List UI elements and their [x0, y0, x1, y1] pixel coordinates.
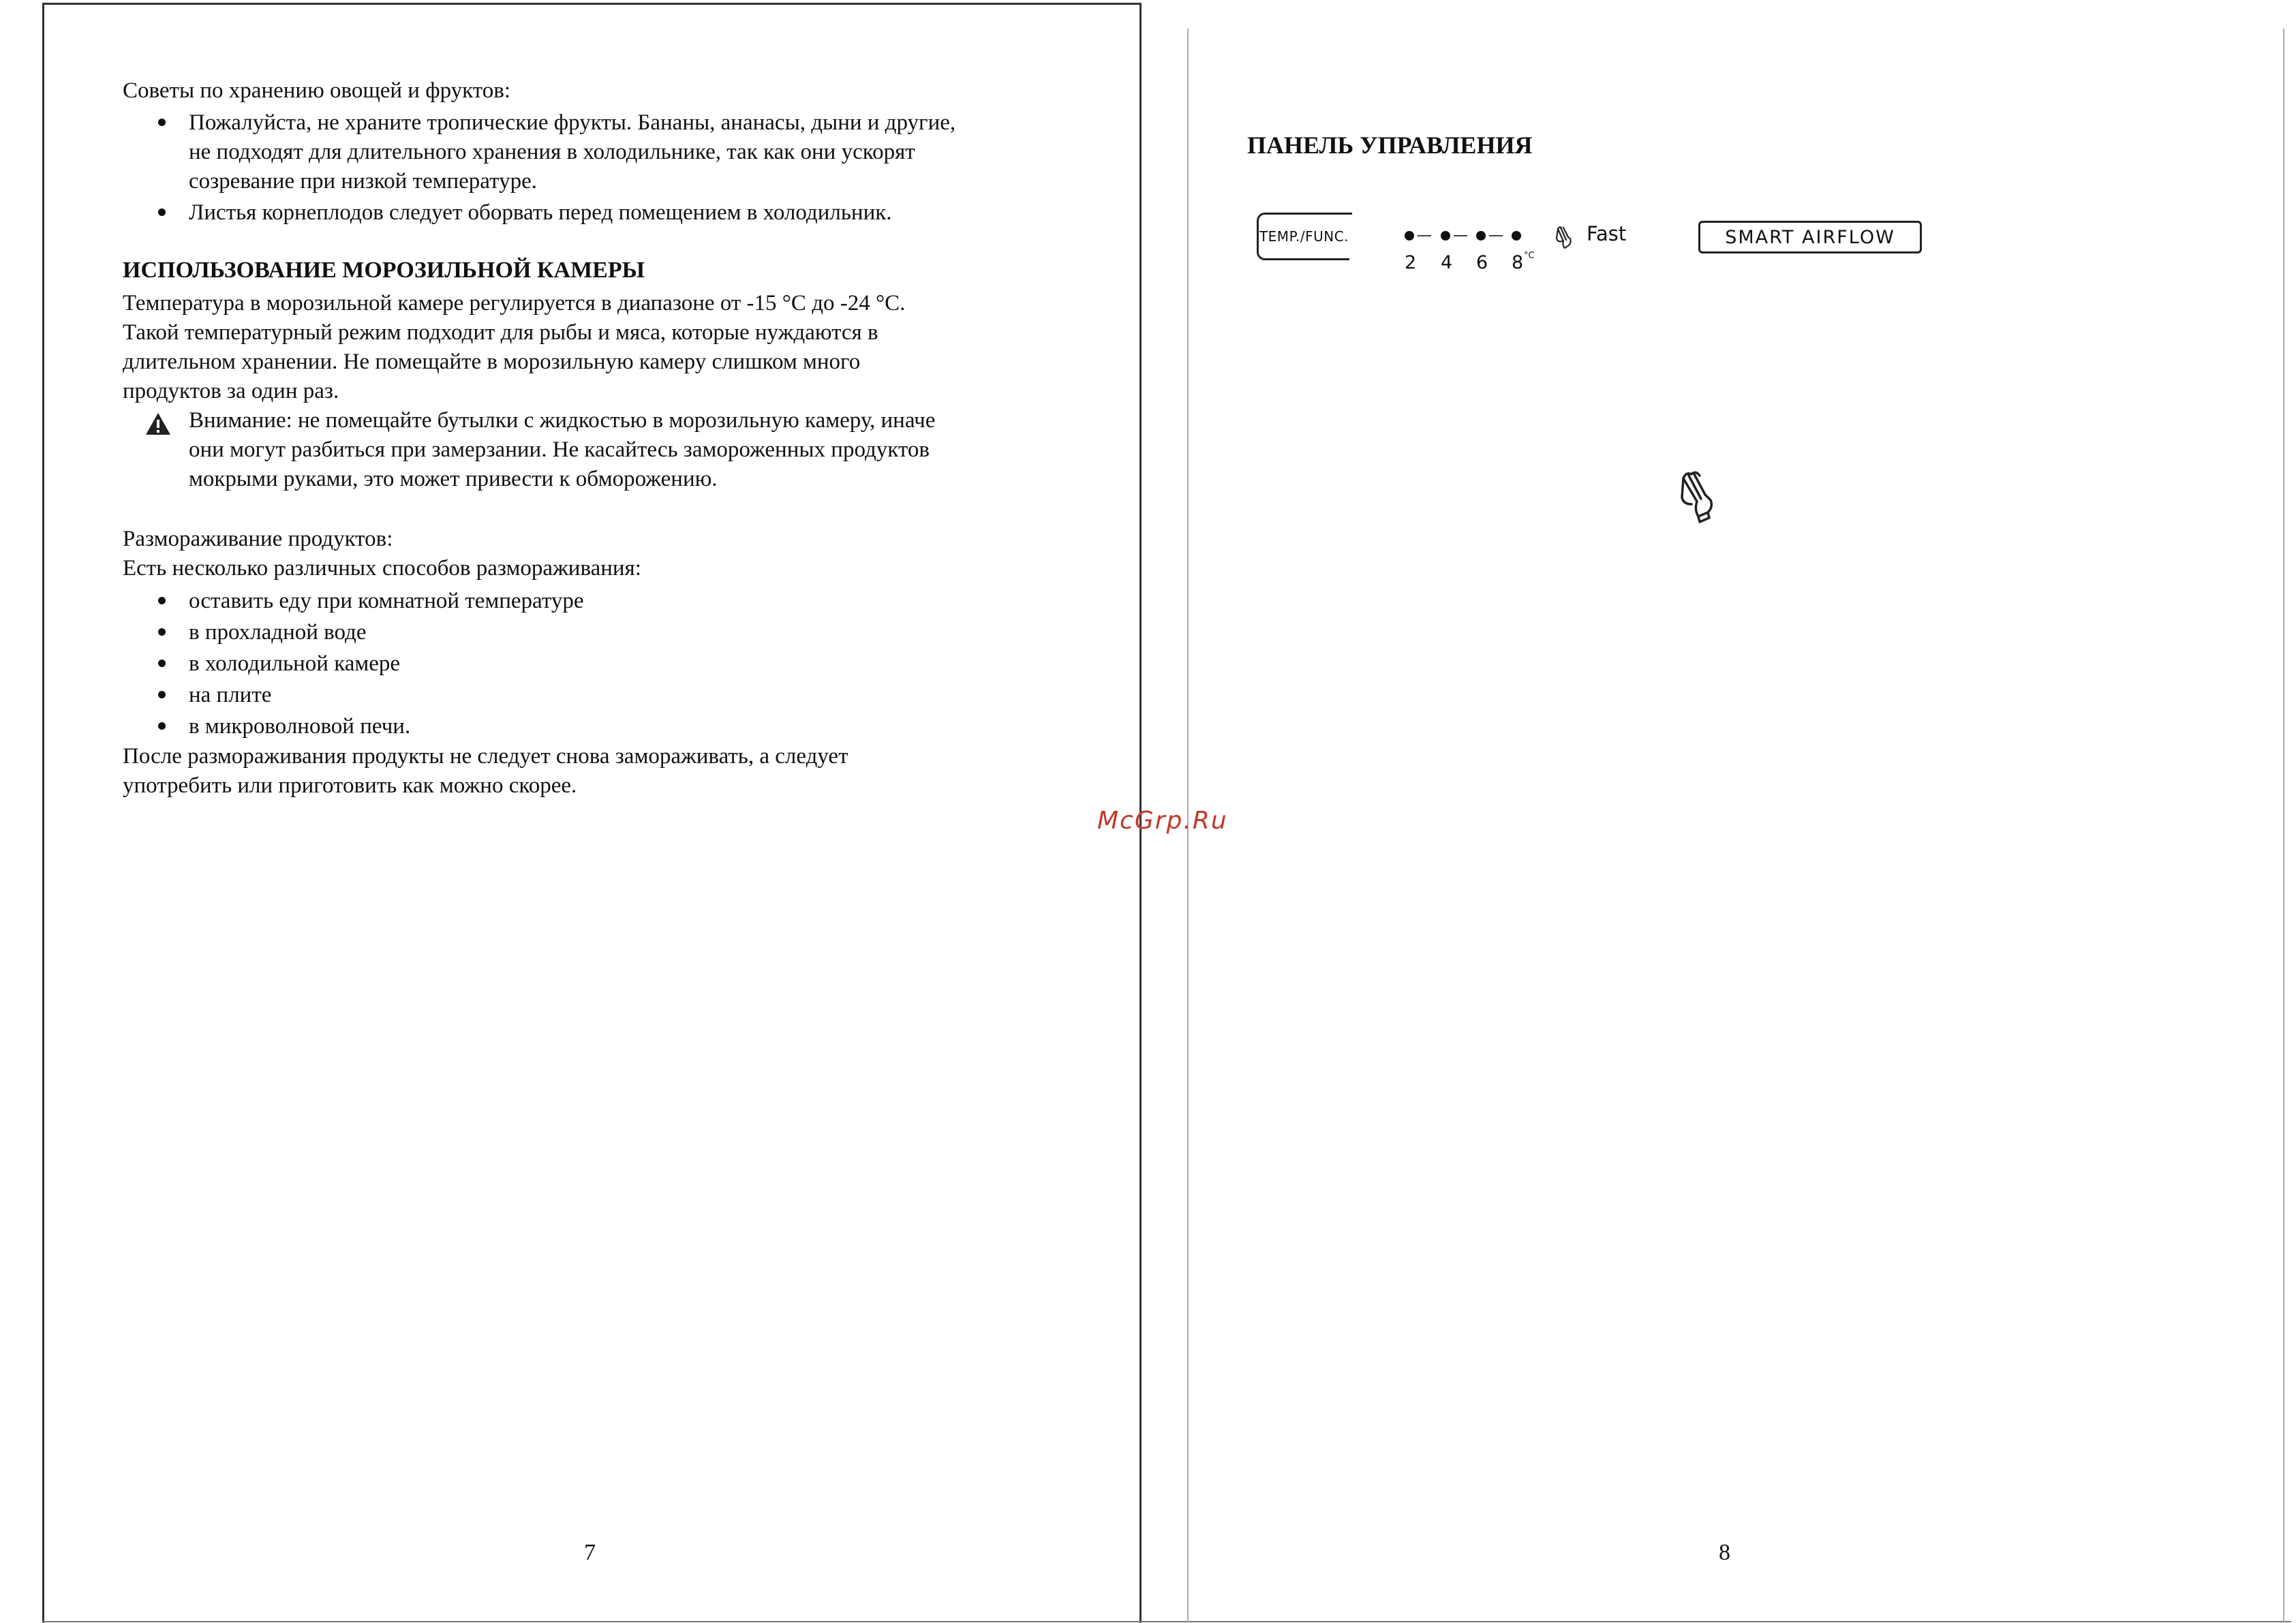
- page-number-right: 8: [1719, 1540, 1730, 1565]
- thaw-bullet-1: оставить еду при комнатной температуре: [189, 589, 584, 613]
- bullet-dot: [158, 597, 166, 604]
- tips-bullet-1-line-2: не подходят для длительного хранения в холодильнике, так как они ускорят: [189, 140, 915, 164]
- page-bottom-edge: [42, 1621, 2291, 1622]
- warning-triangle-icon: [144, 412, 172, 436]
- right-page-border-right: [2283, 29, 2284, 1623]
- scale-separator: [1489, 235, 1503, 236]
- freezer-paragraph-line-1: Температура в морозильной камере регулируется в диапазоне от -15 °С до -24 °С.: [123, 291, 906, 315]
- thaw-bullet-2: в прохладной воде: [189, 620, 367, 645]
- thaw-bullet-5: в микроволновой печи.: [189, 714, 411, 739]
- led-indicator: [1405, 231, 1414, 241]
- led-indicator: [1512, 231, 1521, 241]
- tips-bullet-1-line-3: созревание при низкой температуре.: [189, 169, 537, 194]
- warning-line-3: мокрыми руками, это может привести к обморожению.: [189, 467, 718, 491]
- thaw-bullet-4: на плите: [189, 683, 272, 707]
- led-indicator: [1476, 231, 1486, 241]
- freezer-paragraph-line-4: продуктов за один раз.: [123, 379, 339, 403]
- hand-touch-icon: [1552, 225, 1573, 251]
- thaw-intro: Есть несколько различных способов размораживания:: [123, 556, 641, 581]
- scale-label-6: 6: [1476, 252, 1488, 273]
- freezer-heading: ИСПОЛЬЗОВАНИЕ МОРОЗИЛЬНОЙ КАМЕРЫ: [123, 258, 645, 283]
- tips-title: Советы по хранению овощей и фруктов:: [123, 78, 510, 103]
- freezer-paragraph-line-2: Такой температурный режим подходит для рыбы и мяса, которые нуждаются в: [123, 320, 878, 345]
- scale-label-8: 8: [1512, 252, 1524, 273]
- bullet-dot: [158, 722, 166, 730]
- left-page-border-left: [42, 3, 44, 1623]
- warning-line-1: Внимание: не помещайте бутылки с жидкостью в морозильную камеру, иначе: [189, 408, 936, 433]
- bullet-dot: [158, 691, 166, 698]
- bullet-dot: [158, 628, 166, 636]
- scale-separator: [1454, 235, 1467, 236]
- left-page-border-top: [42, 3, 1141, 5]
- bullet-dot: [158, 660, 166, 667]
- smart-airflow-button[interactable]: SMART AIRFLOW: [1698, 221, 1922, 253]
- tips-bullet-1-line-1: Пожалуйста, не храните тропические фрукты. Бананы, ананасы, дыни и другие,: [189, 110, 956, 135]
- thaw-title: Размораживание продуктов:: [123, 527, 393, 551]
- control-panel-heading: ПАНЕЛЬ УПРАВЛЕНИЯ: [1247, 132, 1533, 159]
- page-number-left: 7: [584, 1540, 596, 1565]
- scale-separator: [1418, 235, 1431, 236]
- temp-func-button[interactable]: TEMP./FUNC.: [1257, 213, 1349, 260]
- thaw-closing-line-1: После размораживания продукты не следует снова замораживать, а следует: [123, 744, 848, 769]
- bullet-dot: [158, 119, 166, 126]
- led-indicator: [1441, 231, 1450, 241]
- bullet-dot: [158, 208, 166, 216]
- fast-label: Fast: [1587, 222, 1627, 245]
- freezer-paragraph-line-3: длительном хранении. Не помещайте в морозильную камеру слишком много: [123, 350, 861, 374]
- tips-bullet-2-line-1: Листья корнеплодов следует оборвать перед помещением в холодильник.: [189, 200, 892, 225]
- watermark: McGrp.Ru: [1097, 807, 1228, 835]
- warning-line-2: они могут разбиться при замерзании. Не касайтесь замороженных продуктов: [189, 437, 930, 462]
- thaw-bullet-3: в холодильной камере: [189, 651, 401, 676]
- scale-label-4: 4: [1441, 252, 1453, 273]
- scale-unit: °C: [1524, 251, 1535, 261]
- scale-label-2: 2: [1405, 252, 1417, 273]
- thaw-closing-line-2: употребить или приготовить как можно скорее.: [123, 773, 577, 798]
- hand-touch-icon: [1677, 470, 1717, 525]
